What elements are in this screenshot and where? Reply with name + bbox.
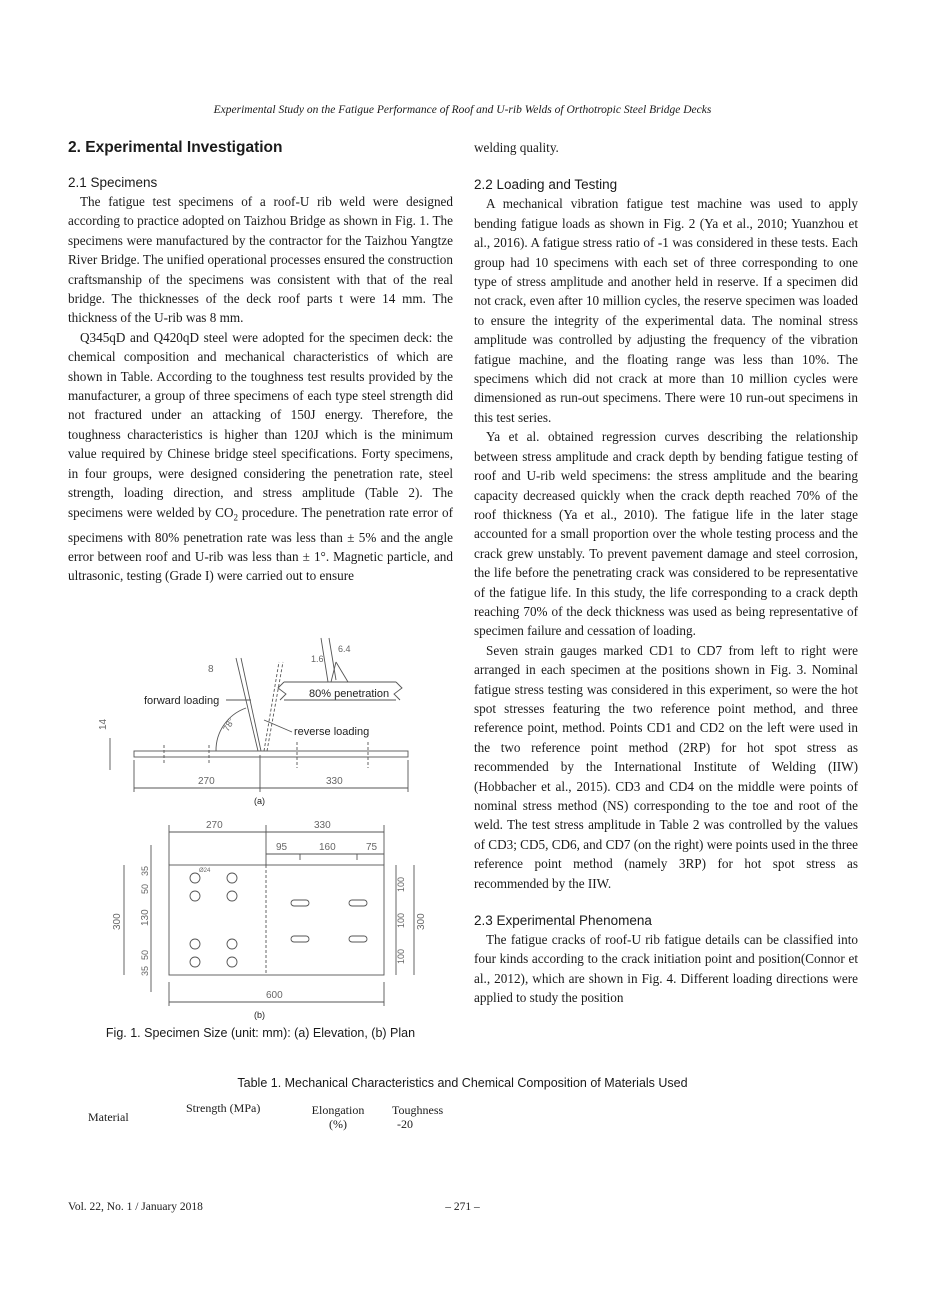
dim-300-right: 300 bbox=[416, 913, 426, 930]
spacer bbox=[474, 893, 858, 911]
specimens-paragraph-1: The fatigue test specimens of a roof-U rib weld were designed according to practice adopted on Taizhou Bridge as shown in Fig. 1. The specimens were manufactured by the contractor for the Taizhou Yangtze River Bridge. The unified operational processes ensured the construction craftsmanship of the specimens was consistent with that of the real bridge. The thicknesses of the deck roof parts t were 14 mm. The thickness of the U-rib was 8 mm. bbox=[68, 194, 453, 326]
toughness-temperature: -20 bbox=[397, 1117, 413, 1131]
dim-6-4: 6.4 bbox=[338, 644, 351, 654]
subfigure-a-label: (a) bbox=[254, 796, 265, 806]
subfigure-b-label: (b) bbox=[254, 1010, 265, 1020]
hole-diameter: Ø24 bbox=[199, 868, 211, 874]
elongation-unit: (%) bbox=[329, 1117, 347, 1131]
table-1-caption: Table 1. Mechanical Characteristics and Chemical Composition of Materials Used bbox=[237, 1076, 688, 1090]
dim-330-a: 330 bbox=[326, 776, 343, 787]
dim-95: 95 bbox=[276, 842, 288, 853]
specimen-drawing bbox=[96, 620, 426, 1020]
dim-600: 600 bbox=[266, 990, 283, 1001]
section-title: 2. Experimental Investigation bbox=[68, 139, 283, 156]
dim-130: 130 bbox=[140, 909, 151, 926]
specimens-paragraph-2 bbox=[68, 328, 453, 586]
elongation-label: Elongation bbox=[311, 1103, 365, 1117]
dim-160: 160 bbox=[319, 842, 336, 853]
loading-paragraph-3: Seven strain gauges marked CD1 to CD7 from left to right were arranged in each specimen at the positions shown in Fig. 3. Nominal fatigue stress testing was considered in this experiment, so were the hot spot stresses featuring the two reference point method, and three reference point, method. Points CD1 and CD2 on the left were used in the two reference point method (2RP) for hot spot stress as recommended by the International Institute of Welding (IIW) (Hobbacher et al., 2015). CD3 and CD4 on the middle were points of nominal stress method (NS) corresponding to the toe and root of the weld. The test stress amplitude in Table 2 was controlled by the values of CD3; CD5, CD6, and CD7 (on the right) were points used in the three reference point method (namely 3RP) for hot spot stress as recommended by the IIW. bbox=[474, 642, 858, 891]
figure-1 bbox=[96, 620, 426, 1020]
table-header-material: Material bbox=[88, 1110, 129, 1124]
dim-14: 14 bbox=[98, 718, 109, 730]
angle-78: 78° bbox=[221, 716, 237, 733]
dim-100-2: 100 bbox=[396, 912, 406, 928]
dim-300-left: 300 bbox=[112, 913, 123, 930]
dim-270-a: 270 bbox=[198, 776, 215, 787]
dim-270-b: 270 bbox=[206, 820, 223, 831]
text-span: Q345qD and Q420qD steel were adopted for the specimen deck: the chemical composition and mechanical characteristics of which are shown in Table. According to the toughness test results provided by the manufacturer, a group of three specimens of each type steel strength did not fractured under an attacking of 150J energy. Therefore, the toughness characteristics is higher than 120J which is the minimum value required by Chinese bridge steel specifications. Forty specimens, in four groups, were designed considering the penetration rate, steel strength, loading direction, and stress amplitude (Table 2). The specimens were welded by CO bbox=[68, 329, 453, 520]
loading-paragraph-1: A mechanical vibration fatigue test machine was used to apply bending fatigue loads as shown in Fig. 2 (Ya et al., 2010; Yuanzhou et al., 2016). A fatigue stress ratio of -1 was considered in these tests. Each group had 10 specimens with each set of three corresponding to one type of stress amplitude and another held in reserve. If a specimen did not crack, even after 10 million cycles, the reserve specimen was loaded to ensure the integrity of the experimental data. The nominal stress amplitude was controlled by adjusting the frequency of the vibration fatigue machine, and the floating range was less than 10%. The specimens which did not crack at more than 10 million cycles were dimensioned as run-out specimens. There were 10 run-out specimens in this test series. bbox=[474, 196, 858, 425]
penetration-label: 80% penetration bbox=[309, 688, 390, 700]
text-span: procedure. The penetration rate error of specimens with 80% penetration rate was less than ± 5% and the angle error between roof and U-rib was less than ± 1°. Magnetic particle, and ultrasonic, testing (Grade I) were carried out to ensure bbox=[68, 504, 453, 584]
toughness-label: Toughness bbox=[392, 1103, 444, 1117]
footer-volume: Vol. 22, No. 1 / January 2018 bbox=[68, 1201, 203, 1213]
dim-35-top: 35 bbox=[140, 865, 150, 876]
subscript: 2 bbox=[233, 512, 238, 523]
table-header-strength: Strength (MPa) bbox=[186, 1101, 261, 1115]
dim-1-6: 1.6 bbox=[311, 654, 324, 664]
spacer bbox=[474, 157, 858, 175]
dim-50-top: 50 bbox=[140, 883, 150, 894]
dim-50-bottom: 50 bbox=[140, 949, 150, 960]
dim-330-b: 330 bbox=[314, 820, 331, 831]
loading-paragraph-2: Ya et al. obtained regression curves describing the relationship between stress amplitude and crack depth by bending fatigue testing of roof and U-rib weld specimens: the stress amplitude and the bearing capacity decreased quickly when the crack depth reached 70% of the roof thickness (Ya et al., 2010). The fatigue life in the later stage accounted for a small proportion over the whole testing process and the crack grew unstably. To prevent pavement damage and steel corrosion, the life before the penetrating crack was considered to be representative of the fatigue life. In this study, the life corresponding to a crack depth reaching 70% of the deck thickness was used as being representative of specimen failure and cessation of loading. bbox=[474, 429, 858, 639]
figure-1-caption: Fig. 1. Specimen Size (unit: mm): (a) Elevation, (b) Plan bbox=[105, 1026, 416, 1040]
table-header-elongation bbox=[308, 1103, 368, 1131]
table-header-toughness bbox=[392, 1103, 450, 1131]
subsection-phenomena-title: 2.3 Experimental Phenomena bbox=[474, 913, 652, 929]
left-column bbox=[68, 136, 453, 586]
dim-75: 75 bbox=[366, 842, 378, 853]
subsection-loading-title: 2.2 Loading and Testing bbox=[474, 177, 618, 193]
subsection-specimens-title: 2.1 Specimens bbox=[68, 175, 158, 190]
dim-100-3: 100 bbox=[396, 948, 406, 964]
welding-quality-continuation: welding quality. bbox=[474, 140, 559, 155]
running-head: Experimental Study on the Fatigue Performance of Roof and U-rib Welds of Orthotropic Steel Bridge Decks bbox=[213, 104, 712, 116]
dim-8: 8 bbox=[208, 664, 214, 675]
dim-100-1: 100 bbox=[396, 876, 406, 892]
page-number: – 271 – bbox=[445, 1201, 480, 1213]
forward-loading-label: forward loading bbox=[144, 695, 220, 707]
dim-35-bottom: 35 bbox=[140, 965, 150, 976]
right-column bbox=[474, 136, 858, 1008]
phenomena-paragraph-1: The fatigue cracks of roof-U rib fatigue details can be classified into four kinds according to the crack initiation point and position(Connor et al., 2012), which are shown in Fig. 4. Different loading directions were applied to study the position bbox=[474, 932, 858, 1006]
reverse-loading-label: reverse loading bbox=[294, 726, 370, 738]
